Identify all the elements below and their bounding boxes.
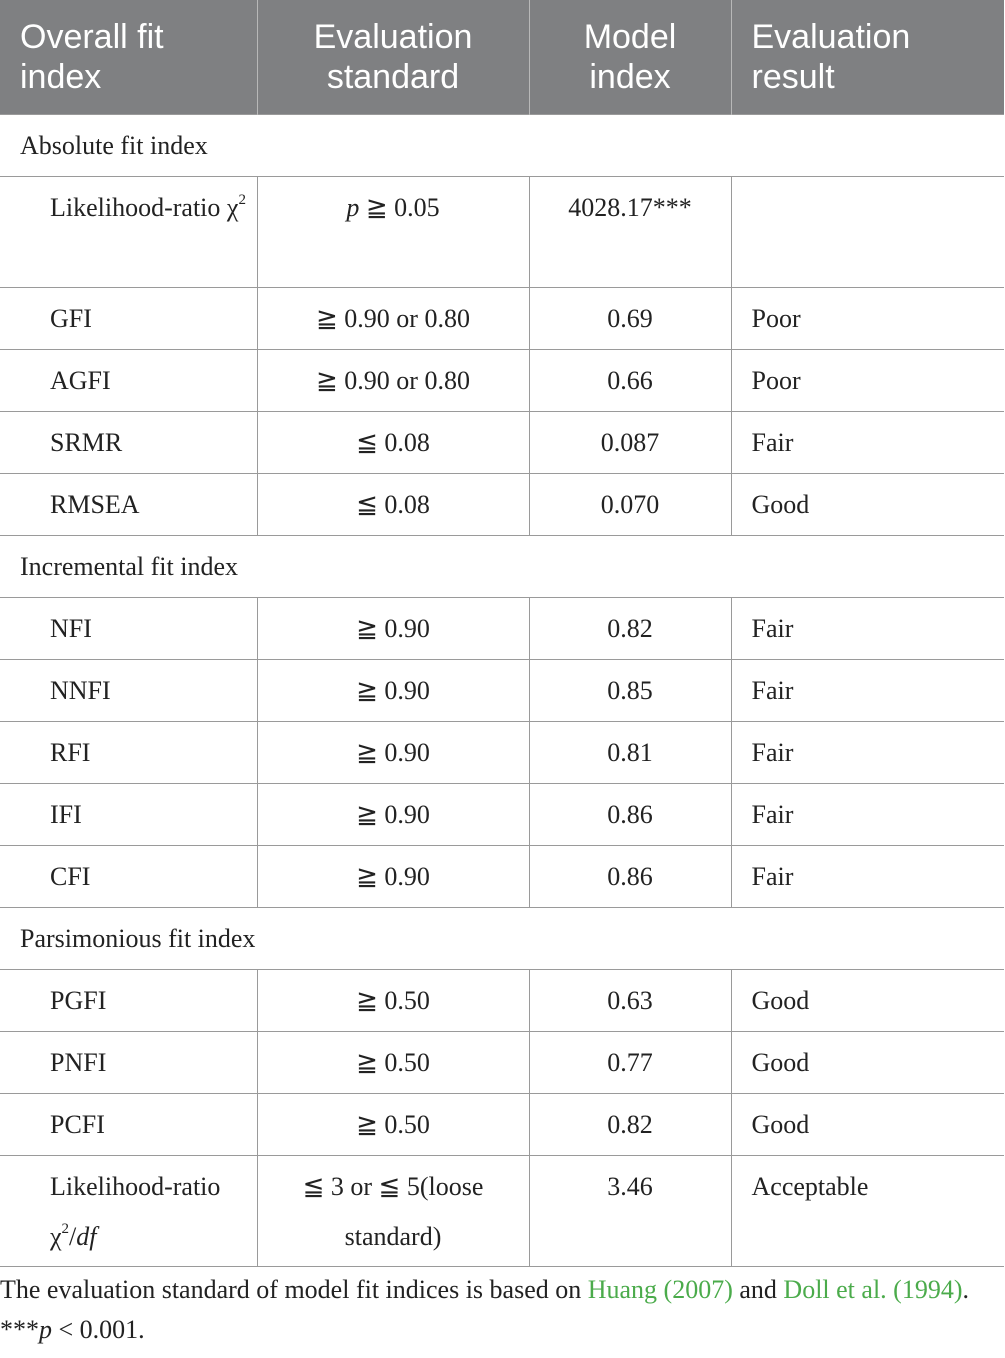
evaluation-standard: ≧ 0.50 (257, 969, 529, 1031)
evaluation-standard: ≧ 0.90 (257, 783, 529, 845)
index-name: PCFI (0, 1093, 257, 1155)
evaluation-result: Fair (731, 411, 1004, 473)
footnote-stars: *** (0, 1315, 39, 1344)
model-index: 0.77 (529, 1031, 731, 1093)
model-index: 0.087 (529, 411, 731, 473)
evaluation-result: Good (731, 1031, 1004, 1093)
model-index: 4028.17*** (529, 176, 731, 287)
section-row-parsimonious (0, 907, 1004, 969)
evaluation-standard: ≦ 0.08 (257, 411, 529, 473)
superscript: 2 (61, 1220, 70, 1237)
footnote-threshold: < 0.001. (52, 1315, 145, 1344)
evaluation-result: Poor (731, 287, 1004, 349)
evaluation-standard: ≧ 0.50 (257, 1031, 529, 1093)
standard-text: ≧ 0.05 (359, 192, 440, 222)
evaluation-result: Acceptable (731, 1155, 1004, 1266)
evaluation-standard: ≧ 0.90 (257, 659, 529, 721)
index-name: CFI (0, 845, 257, 907)
index-name: SRMR (0, 411, 257, 473)
model-index: 0.82 (529, 597, 731, 659)
evaluation-standard: ≧ 0.50 (257, 1093, 529, 1155)
table-footnote (0, 1270, 1005, 1350)
evaluation-standard: ≧ 0.90 (257, 597, 529, 659)
footnote-source (0, 1270, 1005, 1310)
section-row-incremental (0, 535, 1004, 597)
df-symbol: df (76, 1221, 97, 1251)
model-index: 0.69 (529, 287, 731, 349)
table-row (0, 176, 1004, 287)
footnote-text: The evaluation standard of model fit indices is based on (0, 1275, 588, 1304)
header-evaluation-result: Evaluation result (731, 0, 1004, 114)
index-name-text: Likelihood-ratio χ (50, 192, 239, 222)
footnote-significance (0, 1310, 1005, 1350)
evaluation-result: Fair (731, 597, 1004, 659)
model-index: 0.66 (529, 349, 731, 411)
evaluation-standard: ≦ 3 or ≦ 5(loose standard) (257, 1155, 529, 1266)
evaluation-standard: ≧ 0.90 or 0.80 (257, 287, 529, 349)
table-row (0, 969, 1004, 1031)
index-name: RFI (0, 721, 257, 783)
evaluation-standard (257, 176, 529, 287)
table-row (0, 473, 1004, 535)
footnote-and: and (732, 1275, 784, 1304)
index-name: AGFI (0, 349, 257, 411)
header-model-index: Model index (529, 0, 731, 114)
section-label: Absolute fit index (0, 114, 1004, 176)
header-evaluation-standard: Evaluation standard (257, 0, 529, 114)
table-row (0, 1155, 1004, 1266)
table-row (0, 349, 1004, 411)
index-name: GFI (0, 287, 257, 349)
model-index: 0.85 (529, 659, 731, 721)
evaluation-result: Fair (731, 783, 1004, 845)
evaluation-result: Fair (731, 721, 1004, 783)
table-row (0, 721, 1004, 783)
table-row (0, 783, 1004, 845)
evaluation-result: Good (731, 473, 1004, 535)
footnote-p: p (39, 1315, 52, 1344)
index-name: NNFI (0, 659, 257, 721)
evaluation-standard: ≦ 0.08 (257, 473, 529, 535)
evaluation-result (731, 176, 1004, 287)
model-index: 3.46 (529, 1155, 731, 1266)
table-row (0, 597, 1004, 659)
index-name: IFI (0, 783, 257, 845)
model-index: 0.86 (529, 783, 731, 845)
model-index: 0.82 (529, 1093, 731, 1155)
evaluation-standard: ≧ 0.90 (257, 845, 529, 907)
superscript: 2 (238, 191, 246, 208)
index-name: PGFI (0, 969, 257, 1031)
evaluation-result: Poor (731, 349, 1004, 411)
section-label: Incremental fit index (0, 535, 1004, 597)
index-name (0, 176, 257, 287)
index-name-text: Likelihood-ratio χ (50, 1171, 221, 1251)
table-row (0, 1031, 1004, 1093)
table-row (0, 1093, 1004, 1155)
table-row (0, 659, 1004, 721)
section-row-absolute (0, 114, 1004, 176)
table-row (0, 411, 1004, 473)
index-name: NFI (0, 597, 257, 659)
model-index: 0.070 (529, 473, 731, 535)
table-row (0, 845, 1004, 907)
header-overall-fit-index: Overall fit index (0, 0, 257, 114)
model-index: 0.86 (529, 845, 731, 907)
evaluation-result: Fair (731, 845, 1004, 907)
section-label: Parsimonious fit index (0, 907, 1004, 969)
model-index: 0.63 (529, 969, 731, 1031)
evaluation-standard: ≧ 0.90 or 0.80 (257, 349, 529, 411)
evaluation-standard: ≧ 0.90 (257, 721, 529, 783)
p-symbol: p (346, 192, 360, 222)
reference-link-doll[interactable]: Doll et al. (1994) (783, 1275, 963, 1304)
table-header-row (0, 0, 1004, 114)
reference-link-huang[interactable]: Huang (2007) (587, 1275, 733, 1304)
index-name: RMSEA (0, 473, 257, 535)
footnote-period: . (962, 1275, 969, 1304)
index-name: PNFI (0, 1031, 257, 1093)
table-row (0, 287, 1004, 349)
evaluation-result: Fair (731, 659, 1004, 721)
index-name (0, 1155, 257, 1266)
evaluation-result: Good (731, 1093, 1004, 1155)
evaluation-result: Good (731, 969, 1004, 1031)
slash: / (69, 1221, 77, 1251)
model-index: 0.81 (529, 721, 731, 783)
